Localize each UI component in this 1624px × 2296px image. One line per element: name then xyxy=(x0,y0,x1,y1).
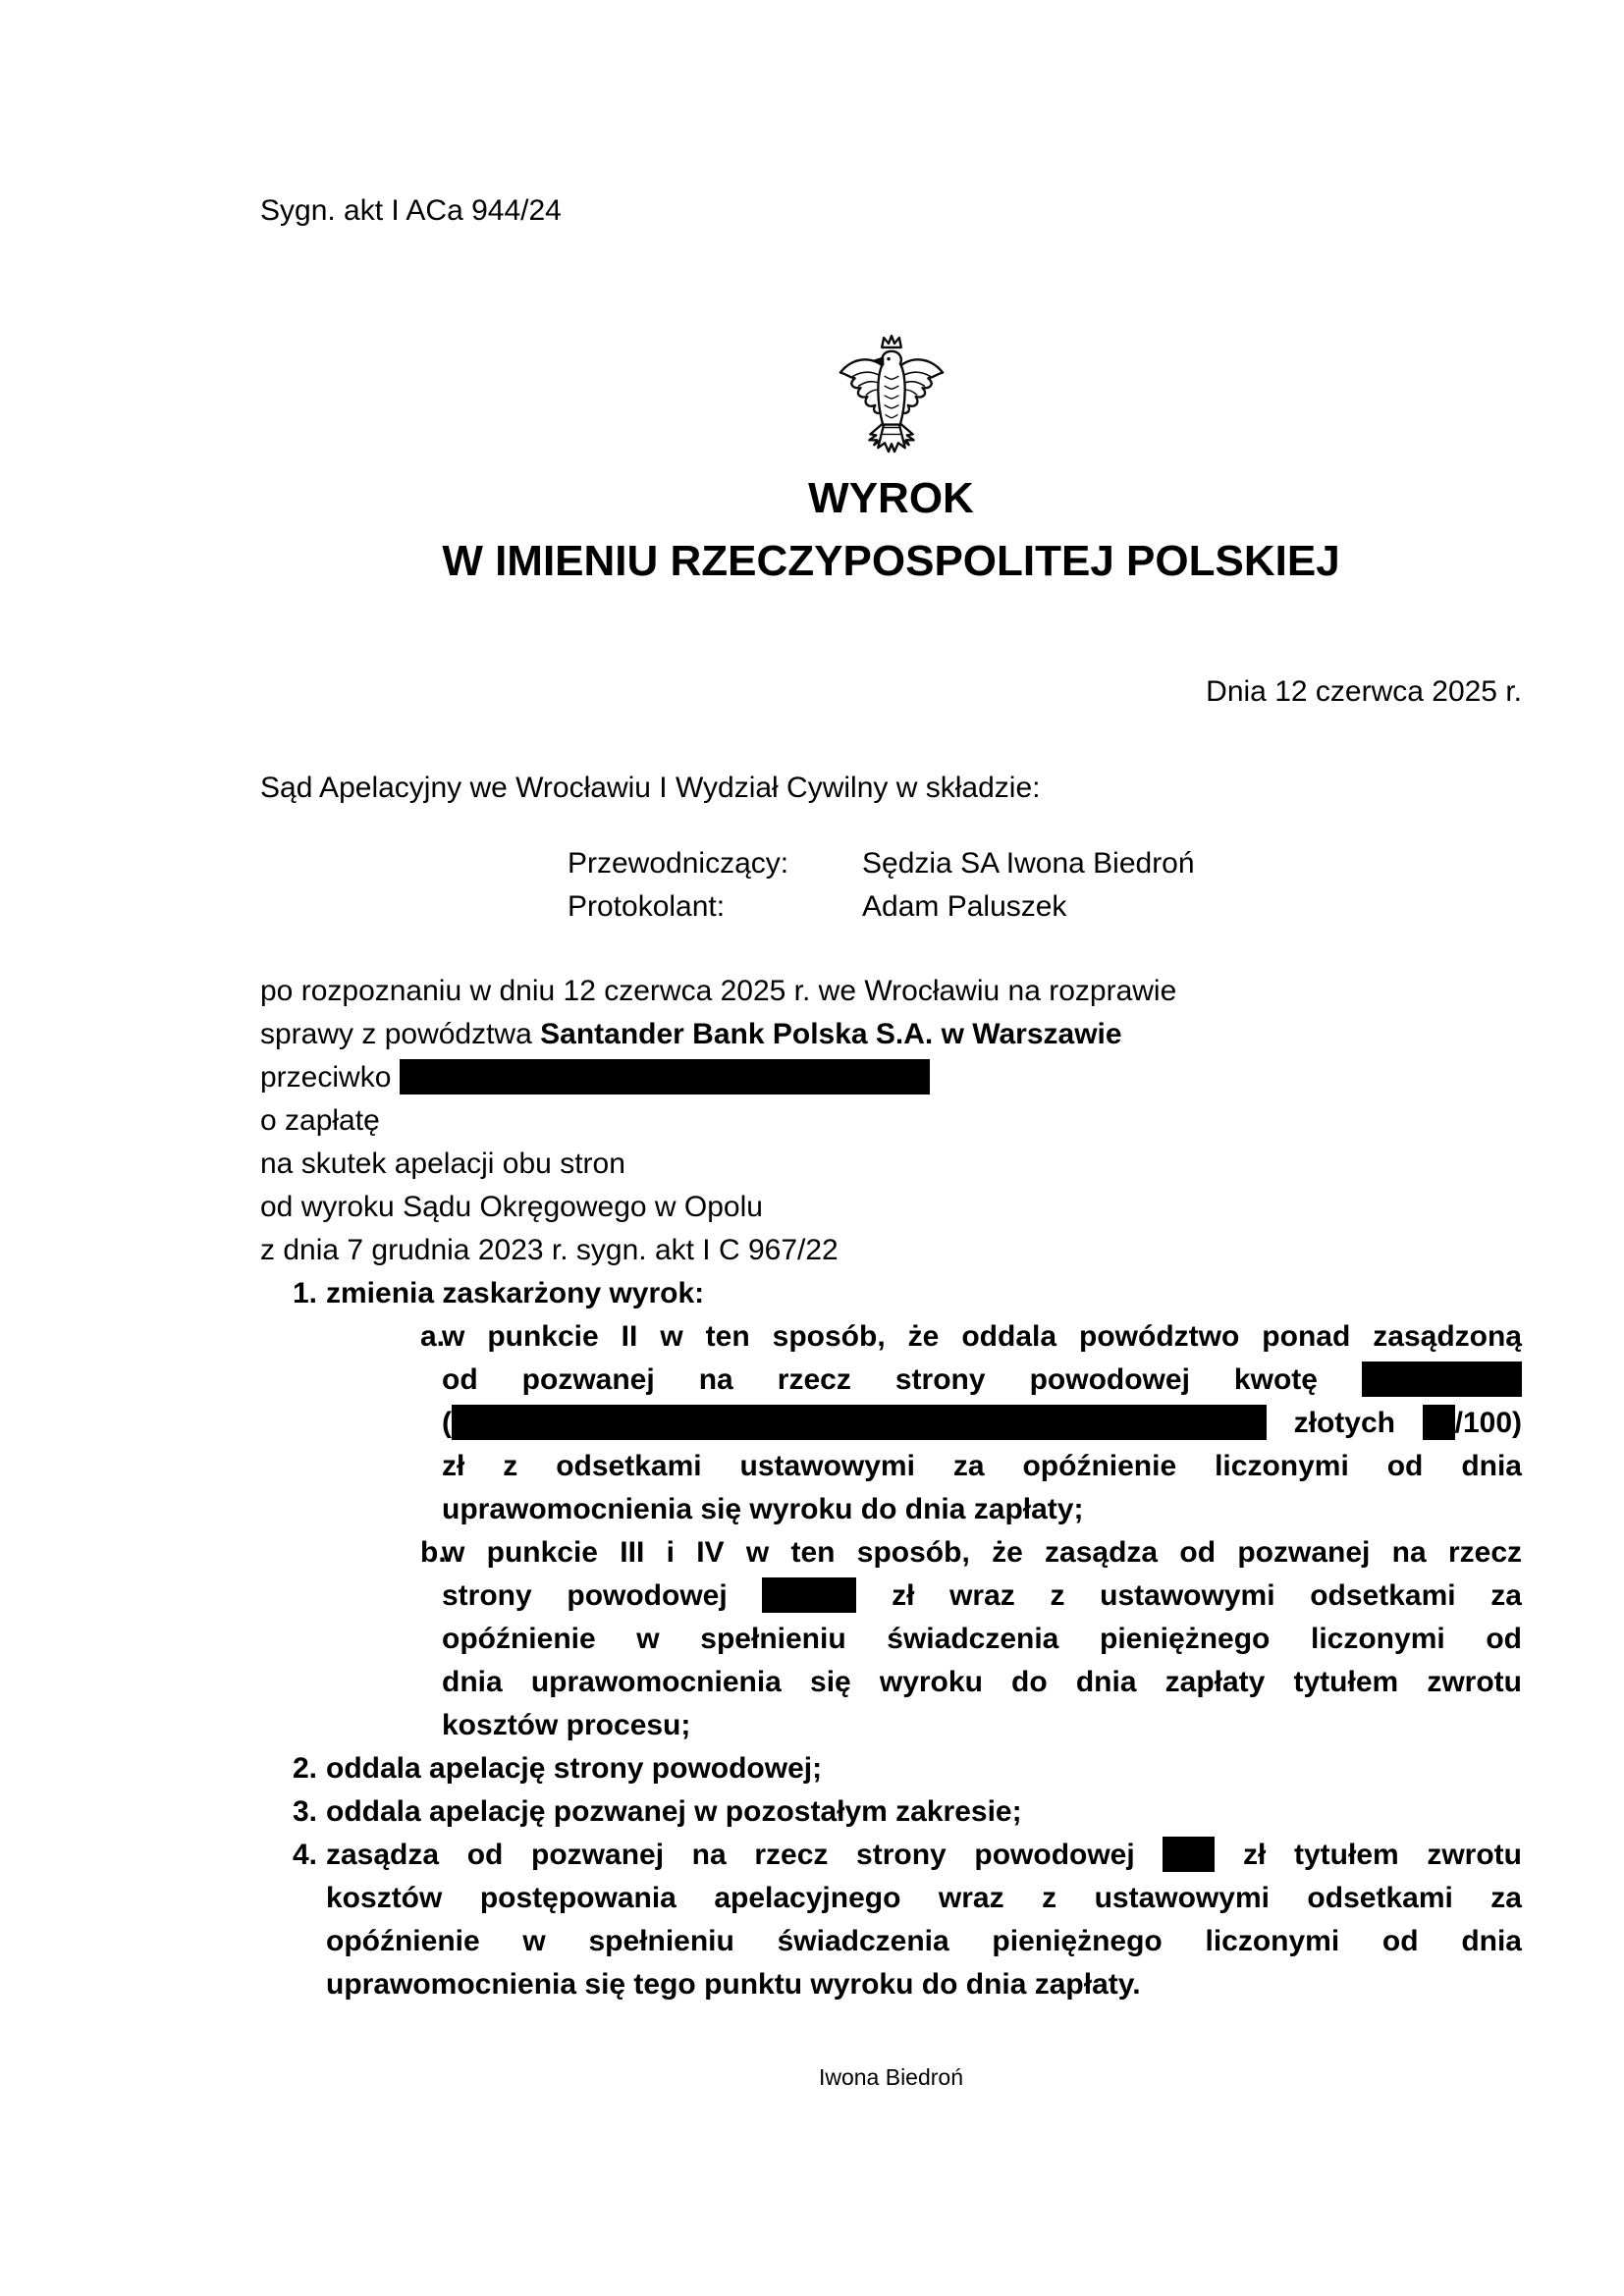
ruling-line: zł z odsetkami ustawowymi za opóźnienie liczonymi od dnia xyxy=(442,1450,1522,1482)
ruling-line: oddala apelację strony powodowej; xyxy=(326,1752,823,1785)
court-composition-line: Sąd Apelacyjny we Wrocławiu I Wydział Cywilny w składzie: xyxy=(260,772,1041,804)
ruling-line xyxy=(326,1834,1522,1877)
ruling-text: ( xyxy=(442,1407,452,1439)
judgment-title: WYROK xyxy=(808,474,974,522)
redaction-bar xyxy=(762,1577,856,1613)
ruling-text: zł tytułem zwrotu xyxy=(1243,1839,1522,1871)
polish-eagle-emblem xyxy=(834,334,949,463)
ruling-line xyxy=(442,1402,1522,1445)
clerk-name: Adam Paluszek xyxy=(862,890,1067,923)
judgment-subtitle: W IMIENIU RZECZYPOSPOLITEJ POLSKIEJ xyxy=(442,537,1340,585)
presiding-label: Przewodniczący: xyxy=(568,847,789,880)
lower-court-line: od wyroku Sądu Okręgowego w Opolu xyxy=(260,1191,763,1223)
ruling-text: /100) xyxy=(1454,1407,1522,1439)
ruling-item-1 xyxy=(260,1272,1522,1747)
rulings-list xyxy=(260,1272,1522,2006)
ruling-item-1a xyxy=(326,1315,1522,1531)
ruling-text: zł wraz z ustawowymi odsetkami za xyxy=(892,1579,1522,1612)
emblem-row xyxy=(260,334,1522,463)
plaintiff-line xyxy=(260,1013,1522,1056)
lower-court-date-line: z dnia 7 grudnia 2023 r. sygn. akt I C 967/22 xyxy=(260,1234,839,1266)
ruling-text: strony powodowej xyxy=(442,1579,728,1612)
ruling-line: w punkcie II w ten sposób, że oddala powództwo ponad zasądzoną xyxy=(442,1320,1522,1353)
ruling-item-2 xyxy=(260,1747,1522,1790)
item-number: 3. xyxy=(293,1795,318,1828)
ruling-line: kosztów postępowania apelacyjnego wraz z ustawowymi odsetkami za xyxy=(326,1882,1522,1914)
defendant-prefix: przeciwko xyxy=(260,1061,400,1094)
ruling-line: w punkcie III i IV w ten sposób, że zasądza od pozwanej na rzecz xyxy=(442,1536,1522,1569)
plaintiff-name: Santander Bank Polska S.A. w Warszawie xyxy=(540,1018,1122,1050)
ruling-line: kosztów procesu; xyxy=(442,1709,691,1741)
appeal-line: na skutek apelacji obu stron xyxy=(260,1148,625,1180)
ruling-text: złotych xyxy=(1293,1407,1395,1439)
clerk-row xyxy=(260,885,1522,929)
ruling-item-4 xyxy=(260,1834,1522,2006)
ruling-line xyxy=(442,1359,1522,1402)
panel-block xyxy=(260,842,1522,929)
ruling-line: uprawomocnienia się wyroku do dnia zapłaty; xyxy=(442,1493,1084,1525)
redaction-bar xyxy=(1423,1405,1455,1440)
item-letter: b. xyxy=(420,1536,447,1569)
ruling-item-3 xyxy=(260,1790,1522,1834)
ruling-line: opóźnienie w spełnieniu świadczenia pieniężnego liczonymi od xyxy=(442,1623,1522,1655)
item-number: 2. xyxy=(293,1752,318,1785)
claim-prefix: sprawy z powództwa xyxy=(260,1018,541,1050)
ruling-item-1b xyxy=(326,1531,1522,1747)
redaction-bar xyxy=(452,1405,1267,1440)
case-number: Sygn. akt I ACa 944/24 xyxy=(260,194,562,227)
item-letter: a. xyxy=(420,1320,446,1353)
item-number: 1. xyxy=(293,1277,318,1309)
redaction-bar xyxy=(400,1059,930,1095)
judge-signature: Iwona Biedroń xyxy=(818,2064,964,2090)
ruling-line: oddala apelację pozwanej w pozostałym zakresie; xyxy=(326,1795,1022,1828)
item-number: 4. xyxy=(293,1839,318,1871)
case-intro xyxy=(260,970,1522,1272)
judgment-date: Dnia 12 czerwca 2025 r. xyxy=(1206,675,1522,708)
redaction-bar xyxy=(1163,1837,1215,1872)
hearing-line: po rozpoznaniu w dniu 12 czerwca 2025 r. we Wrocławiu na rozprawie xyxy=(260,975,1177,1007)
ruling-text: zasądza od pozwanej na rzecz strony powodowej xyxy=(326,1839,1135,1871)
ruling-text: od pozwanej na rzecz strony powodowej kwotę xyxy=(442,1363,1318,1396)
presiding-judge-row xyxy=(260,842,1522,885)
ruling-line: opóźnienie w spełnieniu świadczenia pieniężnego liczonymi od dnia xyxy=(326,1925,1522,1957)
defendant-line xyxy=(260,1056,1522,1099)
ruling-line: uprawomocnienia się tego punktu wyroku do dnia zapłaty. xyxy=(326,1968,1141,2001)
presiding-name: Sędzia SA Iwona Biedroń xyxy=(862,847,1195,880)
redaction-bar xyxy=(1362,1362,1522,1397)
ruling-line xyxy=(442,1575,1522,1618)
document-body xyxy=(260,0,1522,2091)
subject-line: o zapłatę xyxy=(260,1104,380,1137)
ruling-line: dnia uprawomocnienia się wyroku do dnia zapłaty tytułem zwrotu xyxy=(442,1666,1522,1698)
ruling-line: zmienia zaskarżony wyrok: xyxy=(326,1277,705,1309)
clerk-label: Protokolant: xyxy=(568,890,726,923)
